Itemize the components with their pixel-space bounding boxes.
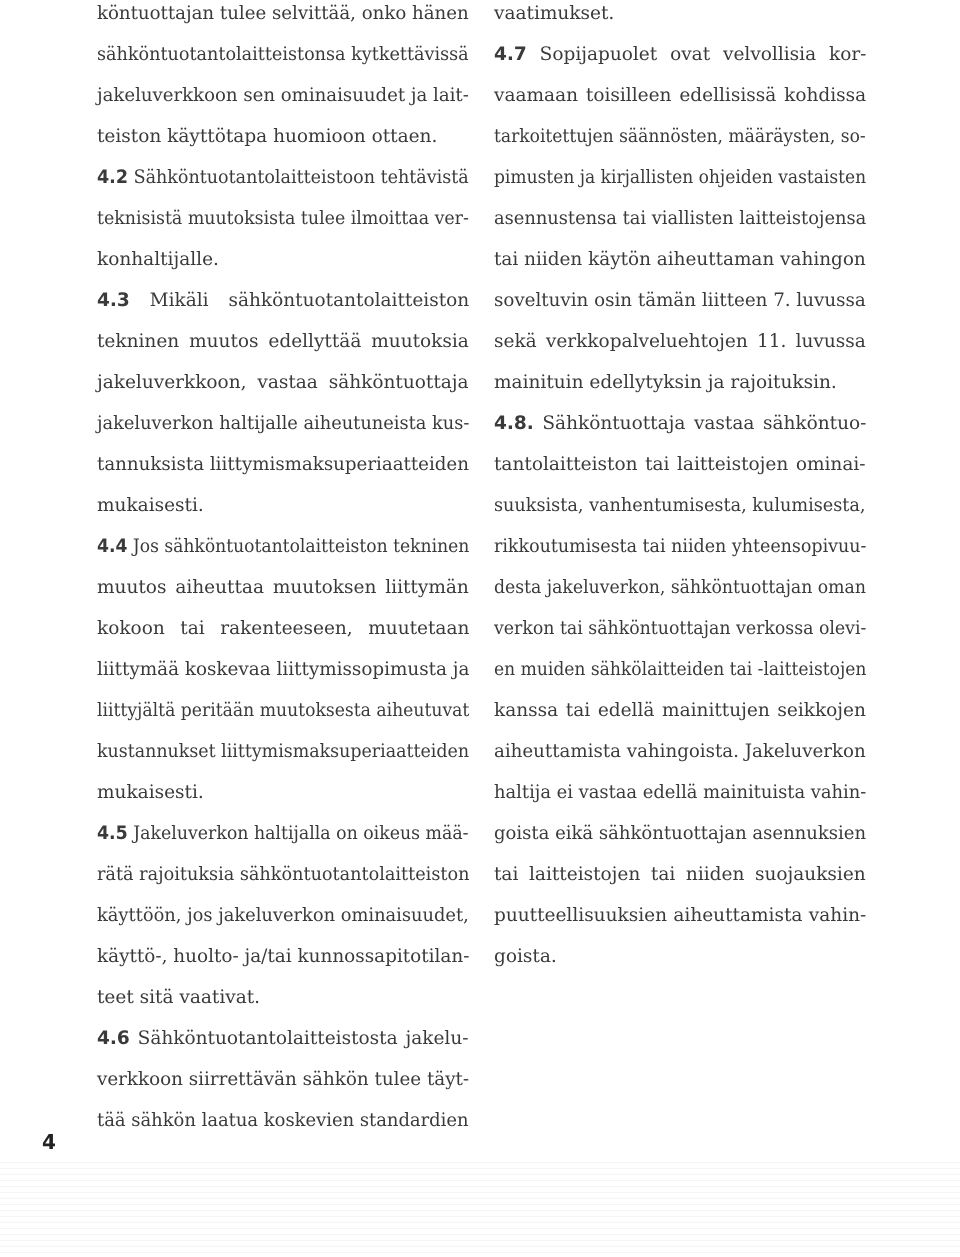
line-text: mainituin edellytyksin ja rajoituksin. [494, 372, 837, 393]
text-line [494, 43, 866, 67]
text-line [494, 658, 866, 682]
text-line [494, 248, 866, 272]
line-text: rätä rajoituksia sähköntuotantolaitteiston [97, 864, 470, 885]
line-text: liittyjältä peritään muutoksesta aiheutuvat [97, 700, 470, 721]
text-line [97, 658, 469, 682]
line-text: teknisistä muutoksista tulee ilmoittaa ver- [97, 208, 469, 229]
line-text: verkon tai sähköntuottajan verkossa olevi- [494, 618, 867, 639]
text-line [494, 166, 866, 190]
line-text: käyttöön, jos jakeluverkon ominaisuudet, [97, 905, 469, 926]
text-line [494, 330, 866, 354]
line-text: kanssa tai edellä mainittujen seikkojen [494, 700, 866, 721]
text-line [97, 822, 469, 846]
text-line [97, 904, 469, 928]
text-line [97, 863, 469, 887]
text-line [97, 1109, 469, 1133]
text-line [97, 207, 469, 231]
text-line [97, 986, 260, 1010]
line-text: käyttö-, huolto- ja/tai kunnossapitotilan- [97, 946, 470, 967]
text-line [494, 207, 866, 231]
line-text: jakeluverkkoon sen ominaisuudet ja lait- [97, 85, 469, 106]
line-text: desta jakeluverkon, sähköntuottajan oman [494, 577, 866, 598]
text-line [97, 535, 469, 559]
line-text: asennustensa tai viallisten laitteistojensa [494, 208, 867, 229]
line-text: Jos sähköntuotantolaitteiston tekninen [127, 536, 470, 557]
line-text: suuksista, vanhentumisesta, kulumisesta, [494, 495, 866, 516]
line-text: vaatimukset. [494, 3, 615, 24]
line-text: liittymää koskevaa liittymissopimusta ja [97, 659, 470, 680]
text-line [97, 125, 437, 149]
line-text: mukaisesti. [97, 782, 204, 803]
text-line [494, 453, 866, 477]
text-line [97, 371, 469, 395]
section-number: 4.6 [97, 1028, 130, 1049]
text-line [97, 84, 469, 108]
text-line [97, 1068, 469, 1092]
line-text: köntuottajan tulee selvittää, onko hänen [97, 3, 469, 24]
line-text: rikkoutumisesta tai niiden yhteensopivuu- [494, 536, 867, 557]
text-line [494, 125, 866, 149]
text-line [494, 412, 866, 436]
line-text: Jakeluverkon haltijalla on oikeus mää- [127, 823, 469, 844]
line-text: tantolaitteiston tai laitteistojen ominai- [494, 454, 866, 475]
line-text: Sopijapuolet ovat velvollisia kor- [526, 44, 867, 65]
text-line [494, 2, 614, 26]
text-line [494, 617, 866, 641]
text-line [494, 781, 866, 805]
line-text: tai niiden käytön aiheuttaman vahingon [494, 249, 866, 270]
line-text: puutteellisuuksien aiheuttamista vahin- [494, 905, 867, 926]
line-text: kustannukset liittymismaksuperiaatteiden [97, 741, 470, 762]
text-line [494, 576, 866, 600]
text-line [97, 248, 219, 272]
text-line [97, 166, 469, 190]
text-line [494, 945, 557, 969]
line-text: goista. [494, 946, 557, 967]
line-text: jakeluverkkoon, vastaa sähköntuottaja [97, 372, 469, 393]
line-text: konhaltijalle. [97, 249, 219, 270]
line-text: en muiden sähkölaitteiden tai -laitteistojen [494, 659, 867, 680]
text-line [97, 330, 469, 354]
text-line [494, 84, 866, 108]
text-line [97, 453, 469, 477]
text-line [97, 576, 469, 600]
text-line [97, 289, 469, 313]
line-text: sekä verkkopalveluehtojen 11. luvussa [494, 331, 866, 352]
line-text: Sähköntuottaja vastaa sähköntuo- [533, 413, 867, 434]
text-line [97, 945, 469, 969]
text-line [97, 43, 469, 67]
section-number: 4.8. [494, 413, 534, 434]
line-text: jakeluverkon haltijalle aiheutuneista kus- [97, 413, 470, 434]
text-line [494, 699, 866, 723]
line-text: tekninen muutos edellyttää muutoksia [97, 331, 469, 352]
text-line [494, 863, 866, 887]
line-text: pimusten ja kirjallisten ohjeiden vastaisten [494, 167, 867, 188]
text-line [494, 904, 866, 928]
line-text: vaamaan toisilleen edellisissä kohdissa [494, 85, 867, 106]
text-line [97, 699, 469, 723]
line-text: verkkoon siirrettävän sähkön tulee täyt- [97, 1069, 470, 1090]
line-text: kokoon tai rakenteeseen, muutetaan [97, 618, 470, 639]
line-text: tarkoitettujen säännösten, määräysten, so- [494, 126, 866, 147]
page-number: 4 [42, 1130, 56, 1154]
text-line [494, 740, 866, 764]
text-line [494, 822, 866, 846]
text-line [97, 494, 204, 518]
line-text: Mikäli sähköntuotantolaitteiston [129, 290, 470, 311]
line-text: muutos aiheuttaa muutoksen liittymän [97, 577, 469, 598]
text-line [494, 494, 866, 518]
line-text: haltija ei vastaa edellä mainituista vahin- [494, 782, 867, 803]
text-line [97, 412, 469, 436]
line-text: sähköntuotantolaitteistonsa kytkettävissä [97, 44, 469, 65]
line-text: tannuksista liittymismaksuperiaatteiden [97, 454, 469, 475]
line-text: Sähköntuotantolaitteistosta jakelu- [129, 1028, 469, 1049]
line-text: teet sitä vaativat. [97, 987, 261, 1008]
text-line [494, 289, 866, 313]
text-line [97, 781, 204, 805]
section-number: 4.7 [494, 44, 527, 65]
text-line [97, 740, 469, 764]
footer-band [0, 1162, 960, 1257]
line-text: mukaisesti. [97, 495, 204, 516]
line-text: Sähköntuotantolaitteistoon tehtävistä [128, 167, 469, 188]
text-line [97, 617, 469, 641]
text-line [97, 1027, 469, 1051]
text-line [494, 535, 866, 559]
line-text: tai laitteistojen tai niiden suojauksien [494, 864, 866, 885]
section-number: 4.5 [97, 823, 128, 844]
section-number: 4.4 [97, 536, 128, 557]
text-line [494, 371, 837, 395]
line-text: aiheuttamista vahingoista. Jakeluverkon [494, 741, 866, 762]
line-text: teiston käyttötapa huomioon ottaen. [97, 126, 438, 147]
line-text: goista eikä sähköntuottajan asennuksien [494, 823, 867, 844]
line-text: tää sähkön laatua koskevien standardien [97, 1110, 469, 1131]
text-line [97, 2, 469, 26]
line-text: soveltuvin osin tämän liitteen 7. luvussa [494, 290, 866, 311]
section-number: 4.3 [97, 290, 130, 311]
section-number: 4.2 [97, 167, 129, 188]
